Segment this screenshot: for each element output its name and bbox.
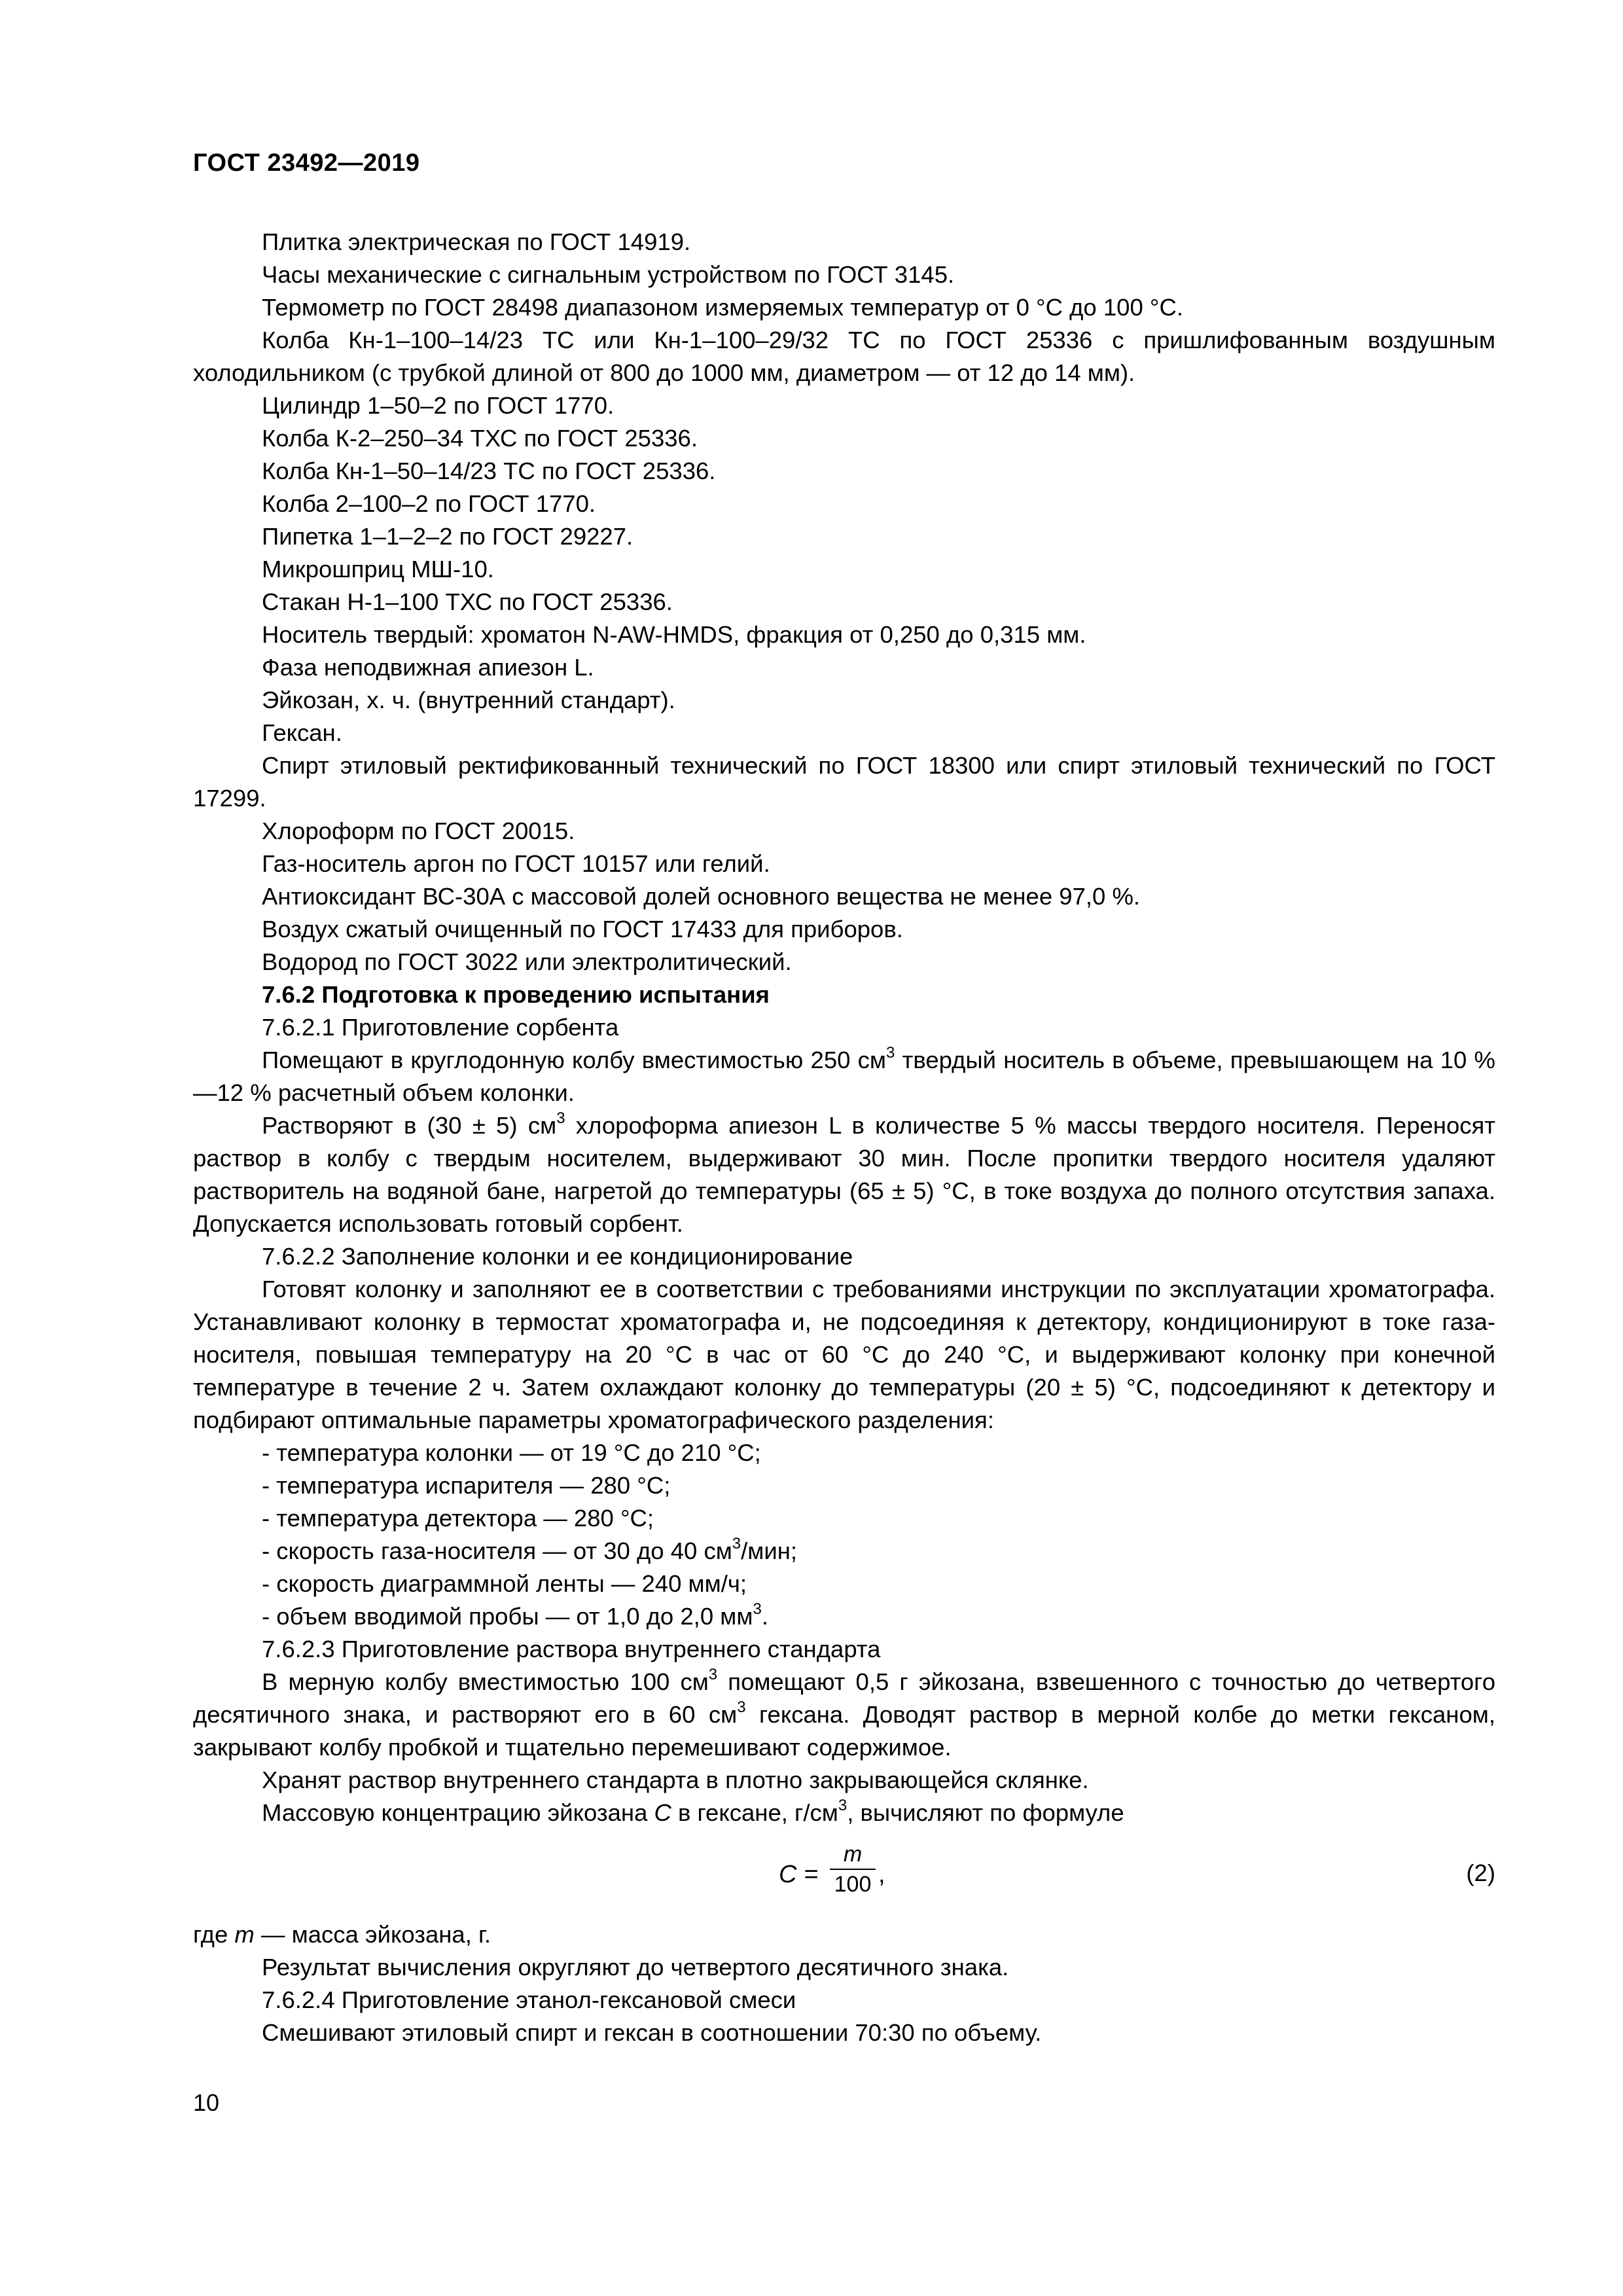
subsection-title: 7.6.2.2 Заполнение колонки и ее кондиционирование [262, 1243, 853, 1270]
paragraph: Хранят раствор внутреннего стандарта в плотно закрывающейся склянке. [262, 1767, 1089, 1793]
where-clause [193, 1918, 1495, 1951]
equipment-line: Цилиндр 1–50–2 по ГОСТ 1770. [262, 392, 615, 419]
list-item [193, 1535, 1495, 1568]
equipment-line: Водород по ГОСТ 3022 или электролитический. [262, 948, 792, 975]
equipment-line: Спирт этиловый ректификованный технический по ГОСТ 18300 или спирт этиловый технический по ГОСТ 17299. [193, 752, 1495, 812]
equipment-line: Фаза неподвижная апиезон L. [262, 654, 594, 681]
equipment-line: Носитель твердый: хроматон N-AW-HMDS, фракция от 0,250 до 0,315 мм. [262, 621, 1086, 648]
paragraph [193, 1044, 1495, 1109]
formula-trail: , [878, 1861, 885, 1888]
paragraph [193, 1666, 1495, 1764]
list-item: - температура колонки — от 19 °С до 210 °С; [262, 1439, 761, 1466]
equipment-line: Стакан Н-1–100 ТХС по ГОСТ 25336. [262, 588, 673, 615]
equipment-line: Термометр по ГОСТ 28498 диапазоном измеряемых температур от 0 °С до 100 °С. [262, 294, 1183, 321]
text-run: Растворяют в (30 ± 5) см [262, 1112, 557, 1139]
text-run: — масса эйкозана, г. [254, 1921, 491, 1948]
paragraph: Готовят колонку и заполняют ее в соответствии с требованиями инструкции по эксплуатации хроматографа. Устанавливают колонку в термостат хроматографа и, не подсоединяя к детектору, кондиционируют в токе газа-носителя, повышая температуру на 20 °С в час от 60 °С до 240 °С, и выдерживают колонку при конечной температуре в течение 2 ч. Затем охлаждают колонку до температуры (20 ± 5) °С, подсоединяют к детектору и подбирают оптимальные параметры хроматографического разделения: [193, 1276, 1495, 1433]
paragraph: Смешивают этиловый спирт и гексан в соотношении 70:30 по объему. [262, 2019, 1042, 2046]
equipment-line: Часы механические с сигнальным устройством по ГОСТ 3145. [262, 261, 955, 288]
paragraph [193, 1797, 1495, 1829]
equipment-line: Колба Кн-1–100–14/23 ТС или Кн-1–100–29/32 ТС по ГОСТ 25336 с пришлифованным воздушным холодильником (с трубкой длиной от 800 до 1000 мм, диаметром — от 12 до 14 мм). [193, 327, 1495, 386]
text-run: В мерную колбу вместимостью 100 см [262, 1668, 709, 1695]
list-item: - температура испарителя — 280 °С; [262, 1472, 671, 1499]
variable: m [234, 1921, 255, 1948]
text-run: . [761, 1603, 768, 1630]
paragraph [193, 1109, 1495, 1240]
page-number: 10 [193, 2089, 220, 2116]
text-run: - объем вводимой пробы — от 1,0 до 2,0 мм [262, 1603, 753, 1630]
superscript: 3 [753, 1600, 762, 1618]
superscript: 3 [886, 1043, 895, 1062]
document-body [193, 226, 1495, 2049]
superscript: 3 [556, 1109, 565, 1127]
text-run: твердый носитель в объеме, превышающем на 10 %—12 % расчетный объем колонки. [193, 1047, 1495, 1106]
subsection-title: 7.6.2.4 Приготовление этанол-гексановой смеси [262, 1986, 796, 2013]
formula-fraction [830, 1841, 876, 1897]
formula-block [193, 1835, 1495, 1913]
text-run: гексана. Доводят раствор в мерной колбе до метки гексаном, закрывают колбу пробкой и тщательно перемешивают содержимое. [193, 1701, 1495, 1761]
text-run: помещают 0,5 г эйкозана, взвешенного с точностью до четвертого десятичного знака, и растворяют его в 60 см [193, 1668, 1495, 1728]
equipment-line: Эйкозан, х. ч. (внутренний стандарт). [262, 687, 675, 713]
fraction-bar [830, 1869, 876, 1870]
text-run: в гексане, г/см [671, 1799, 838, 1826]
equipment-line: Хлороформ по ГОСТ 20015. [262, 817, 575, 844]
superscript: 3 [737, 1698, 746, 1716]
superscript: 3 [838, 1796, 847, 1814]
text-run: Массовую концентрацию эйкозана [262, 1799, 654, 1826]
subsection-title: 7.6.2.1 Приготовление сорбента [262, 1014, 619, 1041]
list-item: - температура детектора — 280 °С; [262, 1505, 654, 1532]
list-item [193, 1600, 1495, 1633]
text-run: где [193, 1921, 235, 1948]
equation-number: (2) [1466, 1859, 1495, 1886]
equipment-line: Плитка электрическая по ГОСТ 14919. [262, 228, 691, 255]
formula-lhs: С = [779, 1861, 819, 1888]
equipment-line: Колба 2–100–2 по ГОСТ 1770. [262, 490, 596, 517]
text-run: /мин; [741, 1537, 798, 1564]
formula-numerator: m [843, 1842, 863, 1867]
text-run: хлороформа апиезон L в количестве 5 % массы твердого носителя. Переносят раствор в колбу с твердым носителем, выдерживают 30 мин. После пропитки твердого носителя удаляют растворитель на водяной бане, нагретой до температуры (65 ± 5) °С, в токе воздуха до полного отсутствия запаха. Допускается использовать готовый сорбент. [193, 1112, 1496, 1237]
equipment-line: Газ-носитель аргон по ГОСТ 10157 или гелий. [262, 850, 770, 877]
equipment-line: Колба К-2–250–34 ТХС по ГОСТ 25336. [262, 425, 698, 452]
equipment-line: Антиоксидант ВС-30А с массовой долей основного вещества не менее 97,0 %. [262, 883, 1141, 910]
document-header: ГОСТ 23492—2019 [193, 149, 420, 177]
text-run: - скорость газа-носителя — от 30 до 40 см [262, 1537, 732, 1564]
list-item: - скорость диаграммной ленты — 240 мм/ч; [262, 1570, 747, 1597]
formula-denominator: 100 [834, 1872, 872, 1897]
equipment-line: Гексан. [262, 719, 342, 746]
text-run: , вычисляют по формуле [847, 1799, 1124, 1826]
equipment-line: Воздух сжатый очищенный по ГОСТ 17433 для приборов. [262, 916, 903, 942]
paragraph: Результат вычисления округляют до четвертого десятичного знака. [262, 1954, 1009, 1981]
subsection-title: 7.6.2.3 Приготовление раствора внутреннего стандарта [262, 1636, 881, 1662]
equipment-line: Пипетка 1–1–2–2 по ГОСТ 29227. [262, 523, 633, 550]
superscript: 3 [708, 1665, 718, 1683]
equipment-line: Микрошприц МШ-10. [262, 556, 494, 583]
text-run: Помещают в круглодонную колбу вместимостью 250 см [262, 1047, 887, 1073]
superscript: 3 [732, 1534, 741, 1552]
equipment-line: Колба Кн-1–50–14/23 ТС по ГОСТ 25336. [262, 457, 716, 484]
variable: С [654, 1799, 671, 1826]
section-heading: 7.6.2 Подготовка к проведению испытания [262, 981, 770, 1008]
